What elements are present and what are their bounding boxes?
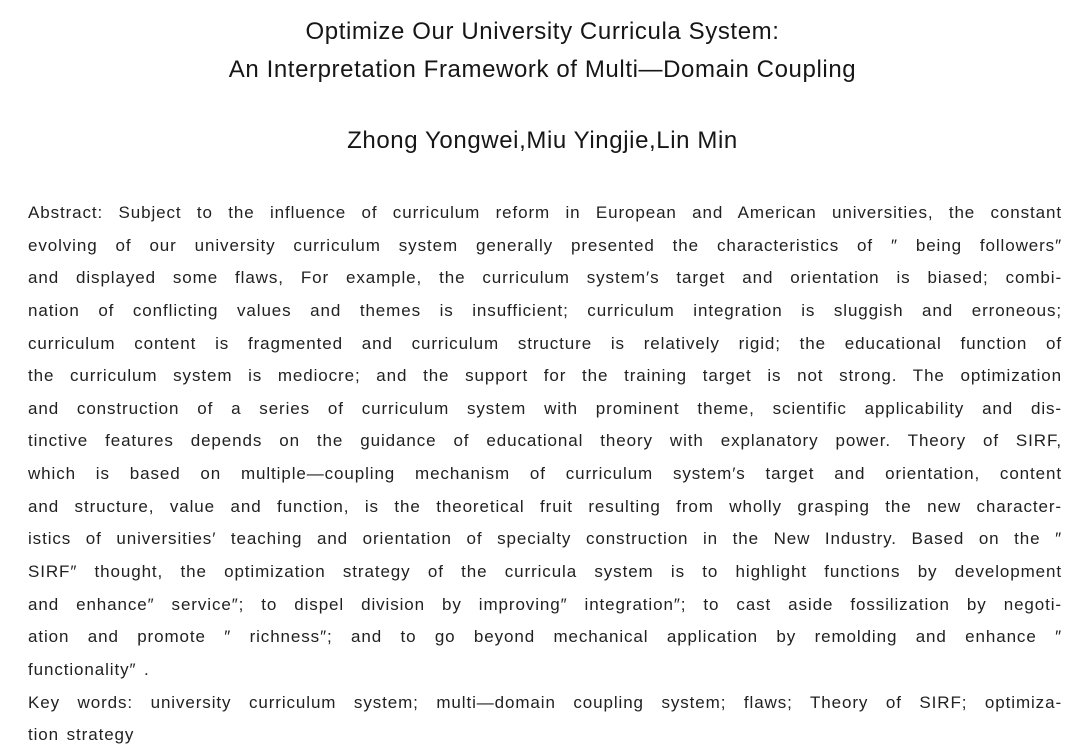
abstract-text-line: nation of conflicting values and themes is insufficient; curriculum integration is sluggish and erroneous; [28,300,1062,320]
abstract-text-line: tinctive features depends on the guidance of educational theory with explanatory power. Theory of SIRF, [28,431,1062,451]
keywords-text-line: Key words: university curriculum system; multi—domain coupling system; flaws; Theory of SIRF; optimiza- [28,692,1062,712]
paper-title-line-1: Optimize Our University Curricula System: [305,18,780,45]
abstract-text-line: the curriculum system is mediocre; and the support for the training target is not strong. The optimization [28,366,1062,386]
abstract-and-keywords [28,197,1062,752]
abstract-text-line: SIRF″ thought, the optimization strategy of the curricula system is to highlight functions by development [28,562,1062,582]
abstract-text-line: evolving of our university curriculum system generally presented the characteristics of ″ being followers″ [28,235,1062,255]
abstract-text-line: ation and promote ″ richness″; and to go beyond mechanical application by remolding and enhance ″ [28,627,1062,647]
paper-title [0,13,1085,89]
keywords-section [28,687,1062,752]
abstract-text-line: istics of universities′ teaching and orientation of specialty construction in the New Industry. Based on the ″ [28,529,1062,549]
abstract-section [28,197,1062,687]
abstract-text-line: curriculum content is fragmented and curriculum structure is relatively rigid; the educational function of [28,333,1062,353]
abstract-text-line: Abstract: Subject to the influence of curriculum reform in European and American universities, the constant [28,203,1062,222]
abstract-text-line: and displayed some flaws, For example, the curriculum system′s target and orientation is biased; combi- [28,268,1062,288]
abstract-text-line: which is based on multiple—coupling mechanism of curriculum system′s target and orientation, content [28,464,1062,484]
abstract-text-line: and enhance″ service″; to dispel division by improving″ integration″; to cast aside fossilization by negoti- [28,594,1062,614]
abstract-text-line: and construction of a series of curriculum system with prominent theme, scientific applicability and dis- [28,398,1062,418]
authors-line: Zhong Yongwei,Miu Yingjie,Lin Min [347,127,738,154]
paper-title-line-2: An Interpretation Framework of Multi—Domain Coupling [228,56,857,83]
keywords-text-line: tion strategy [28,725,135,745]
abstract-text-line: functionality″ . [28,659,150,679]
abstract-text-line: and structure, value and function, is the theoretical fruit resulting from wholly grasping the new character- [28,496,1062,516]
